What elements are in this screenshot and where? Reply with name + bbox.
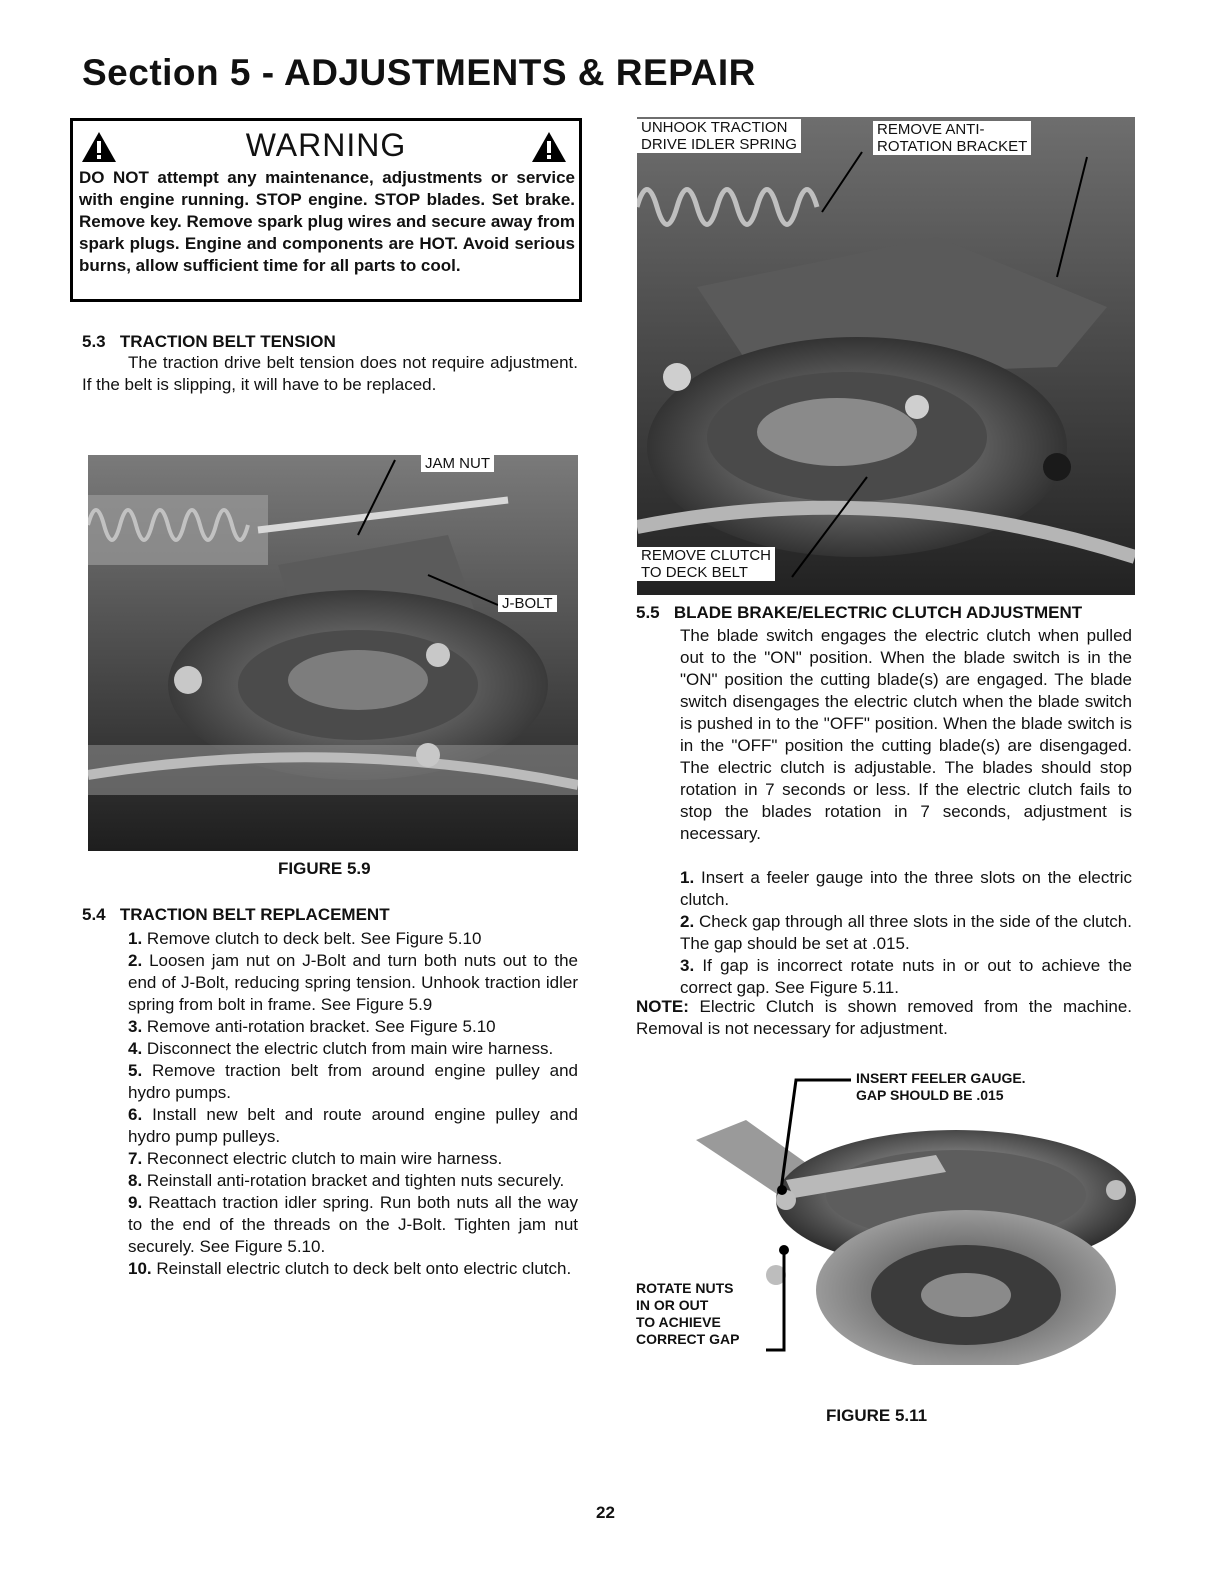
list-item: 8. Reinstall anti-rotation bracket and tighten nuts securely.: [128, 1171, 565, 1190]
heading-number: 5.4: [82, 905, 106, 924]
section-5-3-text: The traction drive belt tension does not require adjustment. If the belt is slipping, it will have to be replaced.: [82, 353, 578, 394]
jam-nut-label: JAM NUT: [421, 455, 494, 472]
heading-text: TRACTION BELT REPLACEMENT: [119, 905, 390, 924]
unhook-spring-label: UNHOOK TRACTION DRIVE IDLER SPRING: [637, 119, 801, 153]
j-bolt-label: J-BOLT: [498, 595, 557, 612]
page-title: Section 5 - ADJUSTMENTS & REPAIR: [82, 52, 756, 93]
warning-title: WARNING: [245, 127, 407, 163]
section-5-4-steps: [128, 928, 578, 1280]
rotate-nuts-label: ROTATE NUTS IN OR OUT TO ACHIEVE CORRECT GAP: [636, 1280, 740, 1347]
section-5-5-text: The blade switch engages the electric clutch when pulled out to the "ON" position. When the blade switch is in the "ON" position the cutting blade(s) are engaged. The blade switch disengages the electric clutch when the blade switch is pushed in to the "OFF" position. When the blade switch is in the "OFF" position the cutting blade(s) are disengaged. The electric clutch is adjustable. The blades should stop rotation in 7 seconds or less. If the electric clutch fails to stop the blades rotation in 7 seconds, adjustment is necessary.: [680, 626, 1132, 843]
note-label: NOTE:: [636, 997, 689, 1016]
section-5-3-heading: [82, 332, 336, 352]
figure-5-10-photo: [637, 117, 1135, 595]
remove-clutch-belt-label: REMOVE CLUTCH TO DECK BELT: [637, 547, 775, 581]
list-item: 5. Remove traction belt from around engine pulley and hydro pumps.: [128, 1061, 578, 1102]
list-item: 7. Reconnect electric clutch to main wire harness.: [128, 1149, 503, 1168]
warning-box: [70, 118, 582, 302]
section-5-5-heading: [636, 603, 1082, 623]
list-item: 10. Reinstall electric clutch to deck belt onto electric clutch.: [128, 1259, 572, 1278]
list-item: 6. Install new belt and route around engine pulley and hydro pump pulleys.: [128, 1105, 578, 1146]
warning-text: DO NOT attempt any maintenance, adjustments or service with engine running. STOP engine. STOP blades. Set brake. Remove key. Remove spark plug wires and secure away from spark plugs. Engine and components are HOT. Avoid serious burns, allow sufficient time for all parts to cool.: [79, 168, 575, 275]
page-number: 22: [596, 1503, 615, 1522]
list-item: 4. Disconnect the electric clutch from main wire harness.: [128, 1039, 554, 1058]
list-item: 3. Remove anti-rotation bracket. See Figure 5.10: [128, 1017, 496, 1036]
heading-number: 5.5: [636, 603, 660, 622]
list-item: 9. Reattach traction idler spring. Run both nuts all the way to the end of the threads on the J-Bolt. Tighten jam nut securely. See Figure 5.10.: [128, 1193, 578, 1256]
heading-number: 5.3: [82, 332, 106, 351]
insert-feeler-gauge-label: INSERT FEELER GAUGE. GAP SHOULD BE .015: [852, 1070, 1030, 1104]
list-item: 1. Insert a feeler gauge into the three slots on the electric clutch.: [680, 868, 1132, 909]
note-text: Electric Clutch is shown removed from the machine. Removal is not necessary for adjustment.: [636, 997, 1132, 1038]
list-item: 2. Check gap through all three slots in the side of the clutch. The gap should be set at .015.: [680, 912, 1132, 953]
note: [636, 996, 1132, 1040]
warning-triangle-icon: [531, 131, 567, 163]
figure-5-11-photo: [636, 1060, 1136, 1365]
heading-text: BLADE BRAKE/ELECTRIC CLUTCH ADJUSTMENT: [673, 603, 1083, 622]
section-5-4-heading: [82, 905, 390, 925]
figure-5-9-photo: [88, 455, 578, 851]
section-5-5-steps: [680, 867, 1132, 999]
figure-5-11-caption: FIGURE 5.11: [826, 1406, 928, 1425]
remove-anti-rotation-label: REMOVE ANTI- ROTATION BRACKET: [873, 121, 1031, 155]
list-item: 2. Loosen jam nut on J-Bolt and turn both nuts out to the end of J-Bolt, reducing spring tension. Unhook traction idler spring from bolt in frame. See Figure 5.9: [128, 951, 579, 1014]
heading-text: TRACTION BELT TENSION: [119, 332, 336, 351]
list-item: 3. If gap is incorrect rotate nuts in or out to achieve the correct gap. See Figure 5.11.: [680, 956, 1132, 997]
list-item: 1. Remove clutch to deck belt. See Figure 5.10: [128, 929, 482, 948]
warning-header: [73, 123, 579, 167]
deck-belt-photo: [637, 117, 1135, 595]
clutch-pulley-photo: [88, 455, 578, 851]
figure-5-9-caption: FIGURE 5.9: [278, 859, 371, 878]
